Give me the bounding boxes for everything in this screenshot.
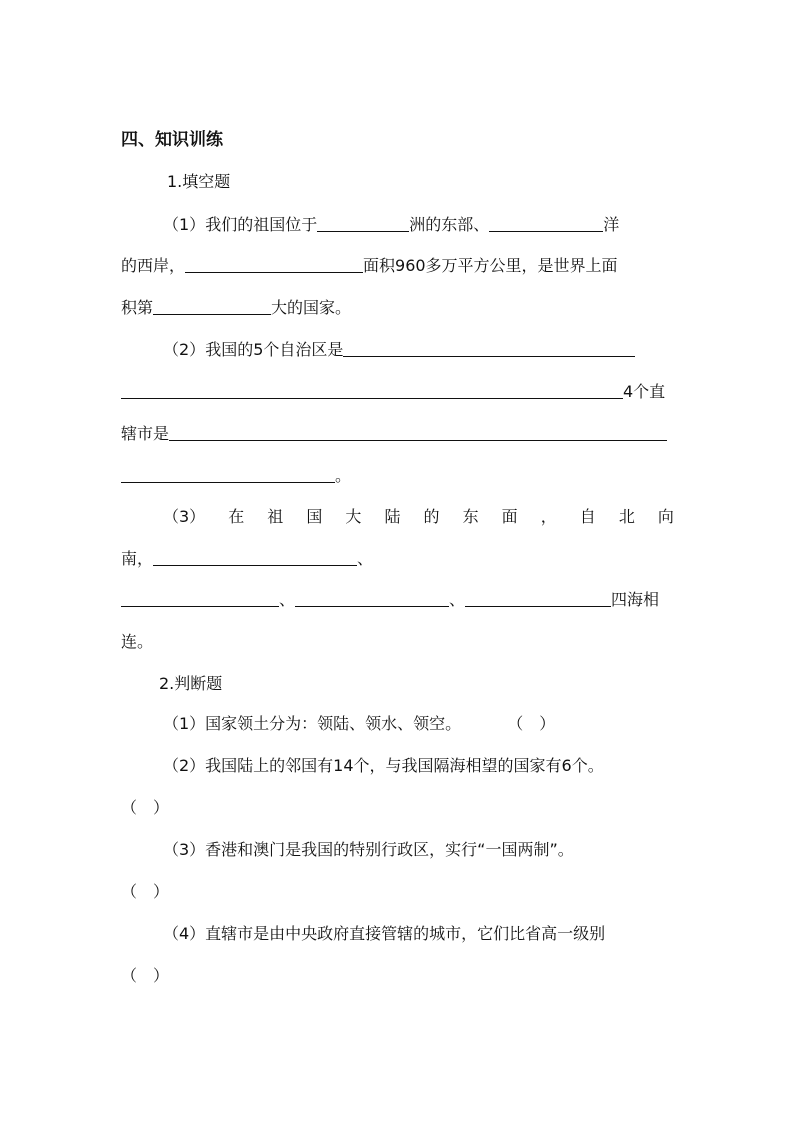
fill-q3-line2 bbox=[121, 539, 674, 579]
q1-text-g: 大的国家。 bbox=[271, 298, 352, 317]
tf-q1-answer-paren[interactable]: （ ） bbox=[507, 714, 556, 733]
tf-q1 bbox=[121, 704, 674, 744]
q3-char: 在 bbox=[228, 507, 245, 526]
q3-char: 祖 bbox=[267, 507, 284, 526]
q2-blank-regions-1[interactable] bbox=[343, 340, 635, 357]
q1-blank-land[interactable] bbox=[185, 256, 363, 273]
q1-text-a: 我们的祖国位于 bbox=[205, 215, 318, 234]
fill-q1-line1 bbox=[121, 205, 674, 245]
q3-blank-sea-3[interactable] bbox=[295, 590, 449, 607]
q3-char: 向 bbox=[657, 507, 674, 526]
q1-number: （1） bbox=[163, 215, 206, 234]
q3-char: ， bbox=[540, 507, 557, 526]
fill-q1-line2 bbox=[121, 246, 674, 286]
true-false-title: 2.判断题 bbox=[159, 674, 223, 693]
q3-sep: 、 bbox=[449, 590, 466, 609]
q3-blank-sea-1[interactable] bbox=[153, 549, 357, 566]
q3-text-b: 四海相 bbox=[611, 590, 660, 609]
q1-text-e: 面积960多万平方公里，是世界上面 bbox=[363, 256, 618, 275]
q3-blank-sea-4[interactable] bbox=[465, 590, 611, 607]
fill-q2-line2 bbox=[121, 372, 674, 412]
q1-text-f: 积第 bbox=[121, 298, 154, 317]
tf-q3-answer-paren[interactable]: （ ） bbox=[121, 882, 170, 901]
tf-q4-answer-paren[interactable]: （ ） bbox=[121, 966, 170, 985]
q1-text-d: 的西岸， bbox=[121, 256, 186, 275]
q3-char: 东 bbox=[462, 507, 479, 526]
section-title: 四、知识训练 bbox=[121, 130, 223, 150]
q3-number: （3） bbox=[163, 507, 206, 526]
tf-q2: （2）我国陆上的邻国有14个，与我国隔海相望的国家有6个。 bbox=[163, 756, 604, 775]
fill-q3-line4 bbox=[121, 622, 674, 662]
q2-blank-regions-2[interactable] bbox=[121, 382, 623, 399]
q1-blank-rank[interactable] bbox=[153, 298, 271, 315]
q3-char: 自 bbox=[579, 507, 596, 526]
q2-blank-cities-2[interactable] bbox=[121, 466, 335, 483]
q2-text-b: 4个直 bbox=[623, 382, 666, 401]
q3-char: 面 bbox=[501, 507, 518, 526]
q3-char: 的 bbox=[423, 507, 440, 526]
q3-sep: 、 bbox=[279, 590, 296, 609]
fill-q2-line1 bbox=[121, 330, 674, 370]
tf-q1-text: （1）国家领土分为：领陆、领水、领空。 bbox=[163, 714, 462, 733]
q3-sep: 、 bbox=[357, 549, 374, 568]
q1-text-c: 洋 bbox=[603, 215, 620, 234]
q1-blank-ocean[interactable] bbox=[489, 215, 603, 232]
q3-char: 北 bbox=[618, 507, 635, 526]
tf-q2-answer-line bbox=[121, 788, 674, 828]
fill-q3-line3 bbox=[121, 580, 674, 620]
tf-q3: （3）香港和澳门是我国的特别行政区，实行“一国两制”。 bbox=[163, 840, 574, 859]
tf-q4-answer-line bbox=[121, 956, 674, 996]
q2-text-c: 辖市是 bbox=[121, 424, 170, 443]
q2-number: （2） bbox=[163, 340, 206, 359]
fill-q1-line3 bbox=[121, 288, 674, 328]
fill-q2-line4 bbox=[121, 456, 674, 496]
q3-text-a: 南， bbox=[121, 549, 154, 568]
fill-q3-line1 bbox=[121, 497, 674, 537]
fill-blank-title: 1.填空题 bbox=[167, 172, 231, 191]
q2-text-d: 。 bbox=[335, 466, 352, 485]
tf-q2-answer-paren[interactable]: （ ） bbox=[121, 798, 170, 817]
q3-char: 陆 bbox=[384, 507, 401, 526]
fill-q2-line3 bbox=[121, 414, 674, 454]
q2-blank-cities-1[interactable] bbox=[169, 424, 667, 441]
q3-blank-sea-2[interactable] bbox=[121, 590, 279, 607]
q2-text-a: 我国的5个自治区是 bbox=[205, 340, 344, 359]
q1-blank-continent[interactable] bbox=[317, 215, 409, 232]
tf-q3-answer-line bbox=[121, 872, 674, 912]
tf-q4: （4）直辖市是由中央政府直接管辖的城市，它们比省高一级别 bbox=[163, 924, 606, 943]
q3-char: 国 bbox=[306, 507, 323, 526]
q3-text-c: 连。 bbox=[121, 632, 154, 651]
q3-char: 大 bbox=[345, 507, 362, 526]
q1-text-b: 洲的东部、 bbox=[409, 215, 490, 234]
